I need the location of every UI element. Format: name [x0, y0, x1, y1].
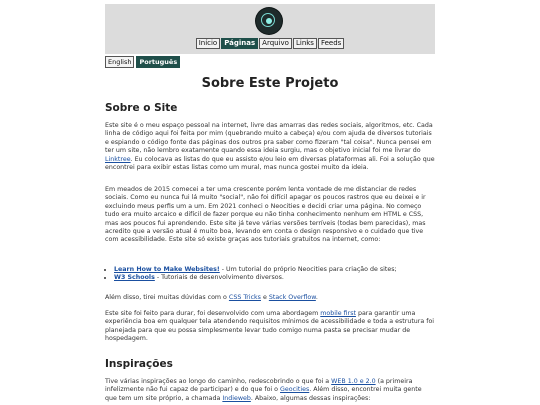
- w3schools-link[interactable]: W3 Schools: [114, 274, 155, 282]
- section-heading-inspiracoes: Inspirações: [105, 358, 173, 370]
- list-item: [114, 266, 435, 274]
- stack-overflow-link[interactable]: Stack Overflow: [268, 294, 316, 301]
- web-1-2-link[interactable]: WEB 1.0 e 2.0: [331, 378, 376, 385]
- indieweb-link[interactable]: Indieweb: [222, 394, 251, 402]
- about-p1-text: Este site é o meu espaço pessoal na internet, livre das amarras das redes sociais, algoritmos, etc. Cada linha de código aqui foi feita por mim (quebrando muito a cabeça) e/ou com ajuda de diversos tutoriais e espiando o código fonte das páginas dos outros pra saber como fizeram "tal coisa". Nunca pensei em ter um site, não lembro exatamente quando essa ideia surgiu, mas o objetivo inicial foi me livrar do: [105, 122, 433, 155]
- inspiration-paragraph-1: [105, 378, 435, 403]
- lang-english-button[interactable]: English: [105, 56, 134, 68]
- list-item: [114, 274, 435, 282]
- section-heading-sobre-o-site: Sobre o Site: [105, 102, 178, 114]
- learn-websites-link[interactable]: Learn How to Make Websites!: [114, 266, 220, 273]
- language-switcher: [105, 56, 180, 68]
- tutorial-list: [105, 266, 435, 283]
- about-paragraph-4: [105, 310, 435, 344]
- nav-item-arquivo[interactable]: Arquivo: [259, 38, 292, 49]
- insp-p1-text-b: (a primeira infelizmente não fui capaz de participar) e do que foi o: [105, 378, 413, 394]
- mobile-first-link[interactable]: mobile first: [320, 310, 356, 317]
- insp-p1-text-d: . Abaixo, algumas dessas inspirações:: [250, 394, 371, 402]
- insp-p1-text-c: . Além disso, encontrei muita gente que tem um site próprio, a chamada: [105, 386, 422, 402]
- geocities-link[interactable]: Geocities: [280, 386, 310, 394]
- css-tricks-link[interactable]: CSS Tricks: [228, 294, 261, 301]
- about-p4-text-end: para garantir uma experiência boa em qualquer tela atendendo requisitos mínimos de acessibilidade e toda a estrutura foi planejada para que eu possa simplesmente levar tudo comigo numa pasta se precisar mudar de hospedagem.: [105, 310, 435, 343]
- nav-item-feeds[interactable]: Feeds: [318, 38, 344, 49]
- about-p1-text-end: . Eu colocava as listas do que eu assisto e/ou leio em diversas plataformas ali. Foi a solução que encontrei para exibir estas listas como um mural, mas nunca gostei muito da ideia.: [105, 155, 435, 172]
- about-paragraph-2: Em meados de 2015 comecei a ter uma crescente porém lenta vontade de me distanciar de redes sociais. Como eu nunca fui lá muito "social", não foi difícil apagar os poucos rastros que eu deixei e ir excluindo meus perfis um a um. Em 2021 conheci o Neocities e decidi criar uma página. No começo tudo era muito arcaico e difícil de fazer porque eu não tinha conhecimento nenhum em HTML e CSS, mas aos poucos fui aprendendo. Este site já teve várias versões terríveis (todas bem parecidas), mas acredito que a versão atual é muito boa, levando em conta o design responsivo e o cuidado que tive com acessibilidade. Este site só existe graças aos tutoriais gratuitos na internet, como:: [105, 186, 426, 244]
- page-title: Sobre Este Projeto: [201, 76, 339, 91]
- about-p3-text-mid: e: [260, 294, 269, 301]
- linktree-link[interactable]: Linktree: [105, 155, 131, 163]
- site-header: [105, 4, 435, 54]
- list-item-text: - Tutoriais de desenvolvimento diversos.: [154, 274, 284, 282]
- nav-item-paginas[interactable]: Páginas: [221, 38, 258, 49]
- about-paragraph-1: [105, 122, 435, 172]
- insp-p1-text: Tive várias inspirações ao longo do caminho, redescobrindo o que foi a: [105, 378, 332, 385]
- main-nav: [105, 38, 435, 49]
- nav-item-links[interactable]: Links: [293, 38, 317, 49]
- about-p3-text: Além disso, tirei muitas dúvidas com o: [105, 294, 229, 301]
- about-p4-text: Este site foi feito para durar, foi desenvolvido com uma abordagem: [105, 310, 321, 317]
- site-logo-icon[interactable]: [256, 8, 282, 34]
- about-p3-text-end: .: [315, 294, 318, 301]
- lang-portugues-button[interactable]: Português: [136, 56, 180, 68]
- nav-item-inicio[interactable]: Início: [196, 38, 221, 49]
- about-paragraph-3: [105, 294, 435, 302]
- list-item-text: - Um tutorial do próprio Neocities para criação de sites;: [219, 266, 397, 273]
